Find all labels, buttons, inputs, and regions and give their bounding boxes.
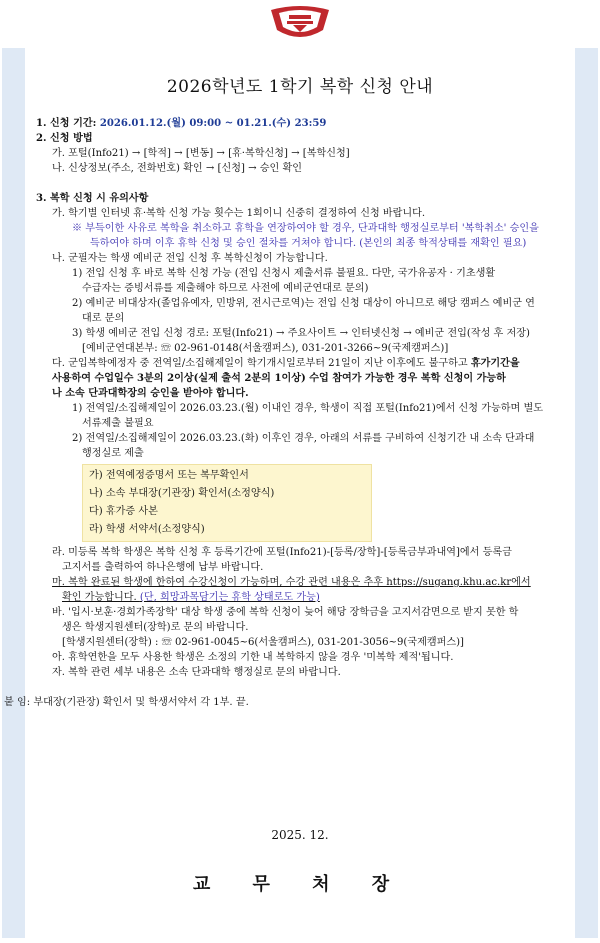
note-da-text: 다. 군입복학예정자 중 전역일/소집해제일이 학기개시일로부터 21일이 지난 이후에도 불구하고 bbox=[52, 358, 471, 369]
method-heading: 2. 신청 방법 bbox=[36, 133, 93, 144]
note-da-cont-1: 사용하여 수업일수 3분의 2이상(실제 출석 2분의 1이상) 수업 참여가 가능한 경우 복학 신청이 가능하 bbox=[52, 373, 506, 384]
note-ga-warning: ※ 부득이한 사유로 복학을 취소하고 휴학을 연장하여야 할 경우, 단과대학 행정실로부터 '복학취소' 승인을 bbox=[72, 223, 539, 234]
note-da-cont-2: 나 소속 단과대학장의 승인을 받아야 합니다. bbox=[52, 388, 249, 399]
page-title: 2026학년도 1학기 복학 신청 안내 bbox=[166, 77, 434, 97]
note-na-item-1: 1) 전입 신청 후 바로 복학 신청 가능 (전입 신청시 제출서류 불필요. 다만, 국가유공자 · 기초생활 bbox=[72, 268, 496, 279]
method-step-b: 나. 신상정보(주소, 전화번호) 확인 → [신청] → 승인 확인 bbox=[52, 163, 303, 174]
note-na-item-2-cont: 대로 문의 bbox=[82, 313, 125, 324]
issue-date: 2025. 12. bbox=[271, 828, 329, 842]
note-ba-cont: 생은 학생지원센터(장학)로 문의 바랍니다. bbox=[62, 622, 249, 633]
period-line bbox=[36, 116, 568, 131]
required-documents-box bbox=[82, 464, 372, 542]
note-ra-cont: 고지서를 출력하여 하나은행에 납부 바랍니다. bbox=[62, 562, 264, 573]
university-emblem-icon bbox=[267, 4, 333, 40]
document-item: 나) 소속 부대장(기관장) 확인서(소정양식) bbox=[89, 488, 275, 499]
attachment-line: 붙 임: 부대장(기관장) 확인서 및 학생서약서 각 1부. 끝. bbox=[4, 697, 249, 708]
issuing-office: 교 무 처 장 bbox=[192, 874, 408, 895]
document-item: 다) 휴가증 사본 bbox=[89, 506, 158, 517]
note-a: 아. 휴학연한을 모두 사용한 학생은 소정의 기한 내 복학하지 않을 경우 '미복학 제적'됩니다. bbox=[52, 652, 454, 663]
note-na-item-3: 3) 학생 예비군 전입 신청 경로: 포털(Info21) → 주요사이트 → 인터넷신청 → 예비군 전입(작성 후 저장) bbox=[72, 328, 530, 339]
note-ga-warning-cont: 득하여야 하며 이후 휴학 신청 및 승인 절차를 거쳐야 합니다. (본인의 최종 학적상태를 재확인 필요) bbox=[90, 238, 527, 249]
note-na-item-1-cont: 수급자는 증빙서류를 제출해야 하므로 사전에 예비군연대로 문의) bbox=[82, 283, 369, 294]
note-da-bold: 휴가기간을 bbox=[470, 358, 520, 369]
note-ma-text: 확인 가능합니다. bbox=[62, 592, 140, 603]
period-value: 2026.01.12.(월) 09:00 ~ 01.21.(수) 23:59 bbox=[99, 118, 327, 129]
notes-heading: 3. 복학 신청 시 유의사항 bbox=[36, 193, 149, 204]
document-item: 가) 전역예정증명서 또는 복무확인서 bbox=[89, 470, 249, 481]
reserve-contact: [예비군연대본부: ☏ 02-961-0148(서울캠퍼스), 031-201-3266~9(국제캠퍼스)] bbox=[82, 343, 449, 354]
note-da-item-1: 1) 전역일/소집해제일이 2026.03.23.(월) 이내인 경우, 학생이 직접 포털(Info21)에서 신청 가능하며 별도 bbox=[72, 403, 543, 414]
note-na-item-2: 2) 예비군 비대상자(졸업유예자, 민방위, 전시근로역)는 전입 신청 대상이 아니므로 해당 캠퍼스 예비군 연 bbox=[72, 298, 535, 309]
note-na: 나. 군필자는 학생 예비군 전입 신청 후 복학신청이 가능합니다. bbox=[52, 253, 328, 264]
note-da-item-1-cont: 서류제출 불필요 bbox=[82, 418, 154, 429]
scholarship-contact: [학생지원센터(장학) : ☏ 02-961-0045~6(서울캠퍼스), 031-201-3056~9(국제캠퍼스)] bbox=[62, 637, 464, 648]
note-da-item-2: 2) 전역일/소집해제일이 2026.03.23.(화) 이후인 경우, 아래의 서류를 구비하여 신청기간 내 소속 단과대 bbox=[72, 433, 535, 444]
note-ga: 가. 학기별 인터넷 휴·복학 신청 가능 횟수는 1회이니 신중히 결정하여 신청 바랍니다. bbox=[52, 208, 426, 219]
note-ra: 라. 미등록 복학 학생은 복학 신청 후 등록기간에 포털(Info21)-[등록/장학]-[등록금부과내역]에서 등록금 bbox=[52, 547, 512, 558]
period-label: 1. 신청 기간: bbox=[36, 118, 97, 129]
note-ma-cont bbox=[36, 590, 568, 605]
note-ba: 바. '입시·보훈·경희가족장학' 대상 학생 중에 복학 신청이 늦어 해당 장학금을 고지서감면으로 받지 못한 학 bbox=[52, 607, 519, 618]
note-ma[interactable]: 마. 복학 완료된 학생에 한하여 수강신청이 가능하며, 수강 관련 내용은 추후 https://sugang.khu.ac.kr에서 bbox=[52, 577, 531, 588]
note-da bbox=[36, 356, 568, 371]
document-item: 라) 학생 서약서(소정양식) bbox=[89, 524, 205, 535]
note-ma-paren: (단, 희망과목담기는 휴학 상태로도 가능) bbox=[139, 592, 320, 603]
note-da-item-2-cont: 행정실로 제출 bbox=[82, 448, 144, 459]
notice-body bbox=[4, 116, 568, 710]
note-ja: 자. 복학 관련 세부 내용은 소속 단과대학 행정실로 문의 바랍니다. bbox=[52, 667, 341, 678]
method-step-a: 가. 포털(Info21) → [학적] → [변동] → [휴·복학신청] → [복학신청] bbox=[52, 148, 350, 159]
